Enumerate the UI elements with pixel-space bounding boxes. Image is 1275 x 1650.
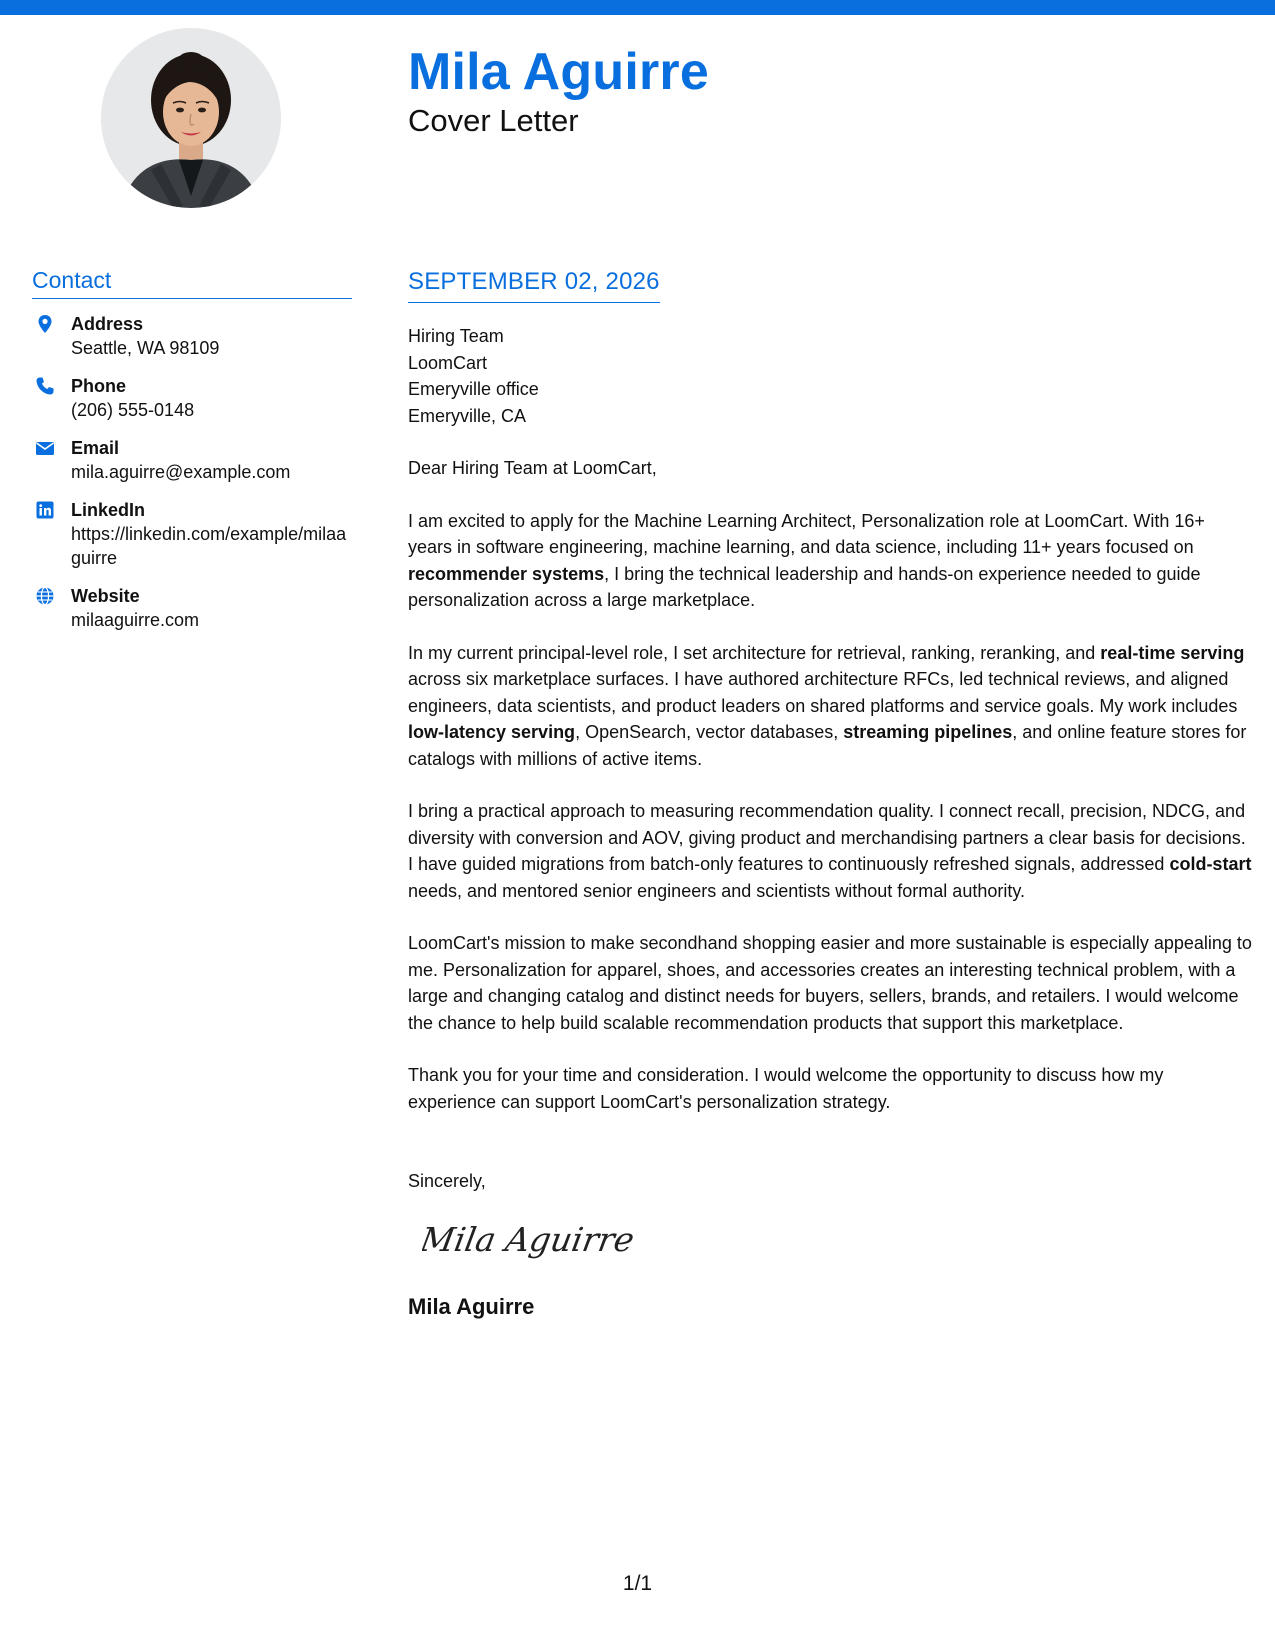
recipient-line: Emeryville office [408,379,539,399]
paragraph-text: needs, and mentored senior engineers and scientists without formal authority. [408,880,1026,901]
contact-item-address [32,312,352,360]
contact-item-phone [32,374,352,422]
document-subtitle: Cover Letter [408,103,579,138]
contact-label: Email [71,438,120,458]
contact-value: Seattle, WA 98109 [71,338,220,358]
paragraph-text: I bring a practical approach to measuring recommendation quality. I connect recall, precision, NDCG, and diversity with conversion and AOV, giving product and merchandising partners a clear basis for decisions. I have guided migrations from batch-only features to continuously refreshed signals, addressed [408,801,1246,874]
paragraph-text: LoomCart's mission to make secondhand shopping easier and more sustainable is especially appealing to me. Personalization for apparel, shoes, and accessories creates an interesting technical problem, with a large and changing catalog and distinct needs for buyers, sellers, brands, and retailers. I would welcome the chance to help build scalable recommendation products that support this marketplace. [408,933,1252,1033]
portrait-illustration [101,28,281,208]
emphasis-text: low-latency serving [408,722,576,742]
paragraph-text: In my current principal-level role, I set architecture for retrieval, ranking, reranking, and [408,642,1101,663]
contact-value[interactable]: mila.aguirre@example.com [71,462,291,482]
paragraph-text: , I bring the technical leadership and hands-on experience needed to guide personalization across a large marketplace. [408,563,1201,610]
contact-item-linkedin [32,498,352,570]
recipient-line: Hiring Team [408,326,504,346]
contact-label: LinkedIn [71,500,146,520]
emphasis-text: real-time serving [1100,642,1245,663]
contact-label: Website [71,586,140,606]
applicant-name: Mila Aguirre [408,43,709,101]
closing: Sincerely, [408,1171,486,1191]
page-number: 1/1 [622,1572,653,1595]
letter-body [408,268,1253,1320]
emphasis-text: streaming pipelines [843,722,1013,742]
email-icon [35,438,55,458]
signature-text: Mila Aguirre [422,1219,638,1259]
contact-heading: Contact [32,267,352,299]
recipient-line: LoomCart [408,352,488,373]
recipient-block [408,323,1253,429]
signer-name: Mila Aguirre [408,1293,535,1319]
letter-date: SEPTEMBER 02, 2026 [408,268,660,303]
profile-photo [101,28,281,208]
paragraph-text: I am excited to apply for the Machine Learning Architect, Personalization role at LoomCart. With 16+ years in software engineering, machine learning, and data science, including 11+ years focused on [408,510,1205,557]
contact-label: Address [71,314,144,334]
paragraph-text: across six marketplace surfaces. I have authored architecture RFCs, led technical reviews, and aligned engineers, data scientists, and product leaders on shared platforms and service goals. My work includes [408,669,1238,716]
letter-paragraph [408,930,1253,1036]
emphasis-text: cold-start [1169,854,1252,874]
letter-paragraph [408,1062,1253,1115]
top-accent-bar [0,0,1275,15]
contact-item-email [32,436,352,484]
paragraph-text: , and online feature stores for catalogs with millions of active items. [408,722,1247,769]
contact-value[interactable]: (206) 555-0148 [71,400,195,420]
handwritten-signature [422,1211,672,1271]
letter-paragraph [408,508,1253,614]
paragraph-text: , OpenSearch, vector databases, [575,722,844,742]
phone-icon [35,376,55,396]
contact-sidebar [32,267,352,646]
location-pin-icon [35,314,55,334]
contact-label: Phone [71,376,127,396]
recipient-line: Emeryville, CA [408,405,527,426]
emphasis-text: recommender systems [408,563,605,584]
contact-value[interactable]: milaaguirre.com [71,610,200,630]
letter-paragraph [408,798,1253,904]
linkedin-icon [35,500,55,520]
paragraph-text: Thank you for your time and consideration. I would welcome the opportunity to discuss how my experience can support LoomCart's personalization strategy. [408,1065,1164,1112]
letter-paragraph [408,640,1253,773]
letter-paragraphs [408,508,1253,1116]
greeting: Dear Hiring Team at LoomCart, [408,458,657,478]
contact-item-website [32,584,352,632]
contact-value[interactable]: https://linkedin.com/example/milaaguirre [71,524,347,568]
globe-icon [35,586,55,606]
